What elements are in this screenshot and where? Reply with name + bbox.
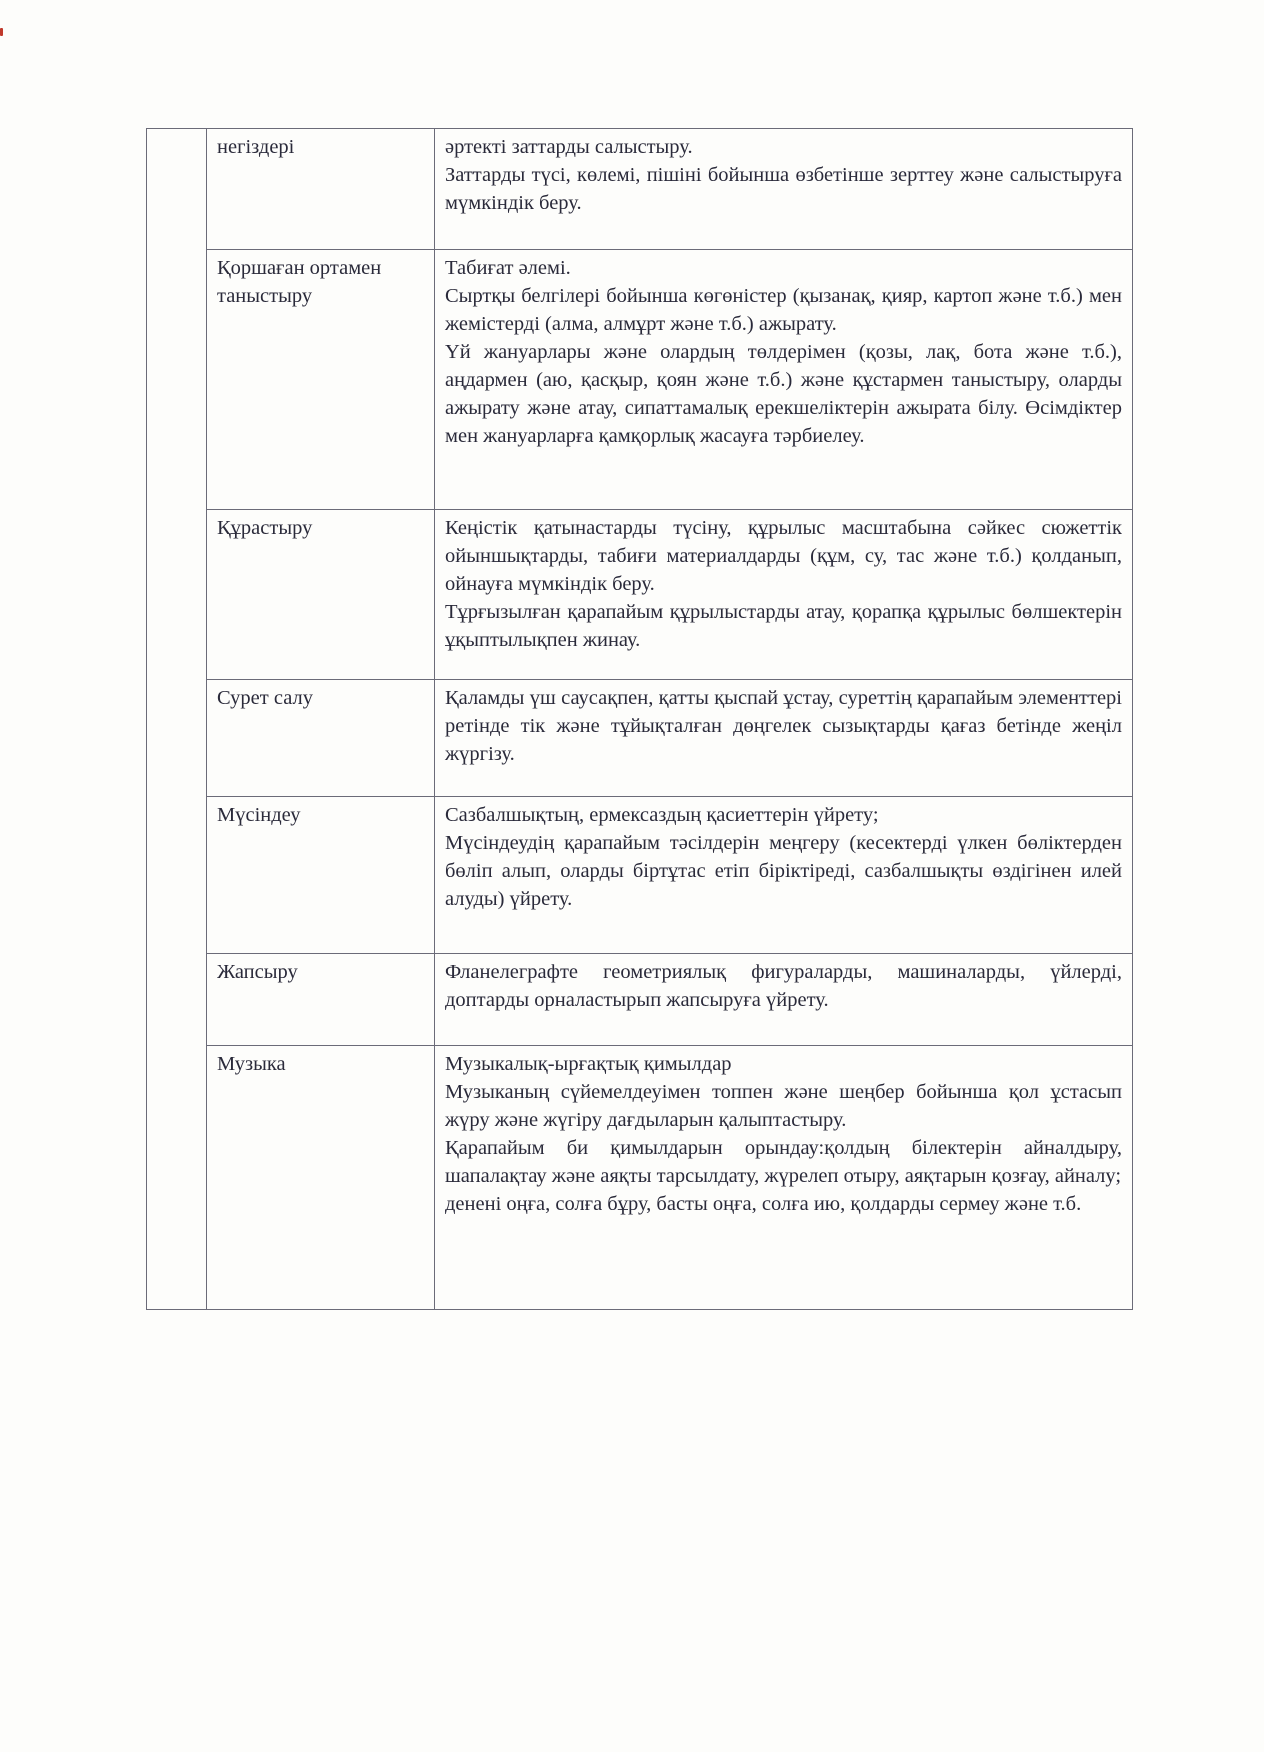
- table-row: [147, 510, 1133, 680]
- scan-edge-mark: [0, 28, 3, 36]
- content-line: Мүсіндеудің қарапайым тәсілдерін меңгеру (кесектерді үлкен бөліктерден бөліп алып, оларды біртұтас етіп біріктіреді, сазбалшықты өздігінен илей алуды) үйрету.: [445, 832, 1122, 910]
- subject-name: негіздері: [217, 136, 295, 158]
- content-line: Кеңістік қатынастарды түсіну, құрылыс масштабына сәйкес сюжеттік ойыншықтарды, табиғи материалдарды (құм, су, тас және т.б.) қолданып, ойнауға мүмкіндік беру.: [445, 517, 1122, 595]
- table-row: [147, 680, 1133, 797]
- curriculum-table: [146, 128, 1133, 1310]
- content-line: денені оңға, солға бұру, басты оңға, солға ию, қолдарды сермеу және т.б.: [445, 1193, 1082, 1215]
- subject-name: Құрастыру: [217, 517, 313, 539]
- content-line: Тұрғызылған қарапайым құрылыстарды атау, қорапқа құрылыс бөлшектерін ұқыптылықпен жинау.: [445, 601, 1122, 651]
- content-line: Сазбалшықтың, ермексаздың қасиеттерін үйрету;: [445, 804, 879, 826]
- content-cell: [435, 680, 1133, 797]
- content-cell: [435, 129, 1133, 250]
- content-line: Фланелеграфте геометриялық фигураларды, машиналарды, үйлерді, доптарды орналастырып жапсыруға үйрету.: [445, 961, 1122, 1011]
- content-line: Заттарды түсі, көлемі, пішіні бойынша өзбетінше зерттеу және салыстыруға мүмкіндік беру.: [445, 164, 1122, 214]
- empty-cell: [147, 954, 207, 1046]
- empty-cell: [147, 797, 207, 954]
- empty-cell: [147, 510, 207, 680]
- content-cell: [435, 250, 1133, 510]
- table-row: [147, 954, 1133, 1046]
- subject-name: Сурет салу: [217, 687, 313, 709]
- empty-cell: [147, 129, 207, 250]
- content-line: Табиғат әлемі.: [445, 257, 571, 279]
- subject-cell: [207, 1046, 435, 1310]
- table-row: [147, 1046, 1133, 1310]
- content-cell: [435, 954, 1133, 1046]
- subject-cell: [207, 510, 435, 680]
- empty-cell: [147, 1046, 207, 1310]
- subject-name: Музыка: [217, 1053, 286, 1075]
- content-cell: [435, 1046, 1133, 1310]
- content-cell: [435, 510, 1133, 680]
- subject-name: Қоршаған ортамен таныстыру: [217, 257, 382, 307]
- content-cell: [435, 797, 1133, 954]
- subject-cell: [207, 797, 435, 954]
- content-line: Қарапайым би қимылдарын орындау:қолдың білектерін айналдыру, шапалақтау және аяқты тарсылдату, жүрелеп отыру, аяқтарын қозғау, айналу;: [445, 1137, 1122, 1187]
- subject-cell: [207, 680, 435, 797]
- subject-name: Мүсіндеу: [217, 804, 301, 826]
- subject-name: Жапсыру: [217, 961, 298, 983]
- table-row: [147, 129, 1133, 250]
- empty-cell: [147, 680, 207, 797]
- table-row: [147, 797, 1133, 954]
- subject-cell: [207, 250, 435, 510]
- content-line: Музыканың сүйемелдеуімен топпен және шеңбер бойынша қол ұстасып жүру және жүгіру дағдыларын қалыптастыру.: [445, 1081, 1122, 1131]
- content-line: Қаламды үш саусақпен, қатты қыспай ұстау, суреттің қарапайым элементтері ретінде тік және тұйықталған дөңгелек сызықтарды қағаз бетінде жеңіл жүргізу.: [445, 687, 1122, 765]
- content-line: әртекті заттарды салыстыру.: [445, 136, 693, 158]
- table-row: [147, 250, 1133, 510]
- subject-cell: [207, 129, 435, 250]
- content-line: Сыртқы белгілері бойынша көгөністер (қызанақ, қияр, картоп және т.б.) мен жемістерді (алма, алмұрт және т.б.) ажырату.: [445, 285, 1122, 335]
- content-line: Үй жануарлары және олардың төлдерімен (қозы, лақ, бота және т.б.), аңдармен (аю, қасқыр, қоян және т.б.) және құстармен таныстыру, оларды ажырату және атау, сипаттамалық ерекшеліктерін ажырата білу. Өсімдіктер мен жануарларға қамқорлық жасауға тәрбиелеу.: [445, 341, 1122, 447]
- content-line: Музыкалық-ырғақтық қимылдар: [445, 1053, 732, 1075]
- empty-cell: [147, 250, 207, 510]
- subject-cell: [207, 954, 435, 1046]
